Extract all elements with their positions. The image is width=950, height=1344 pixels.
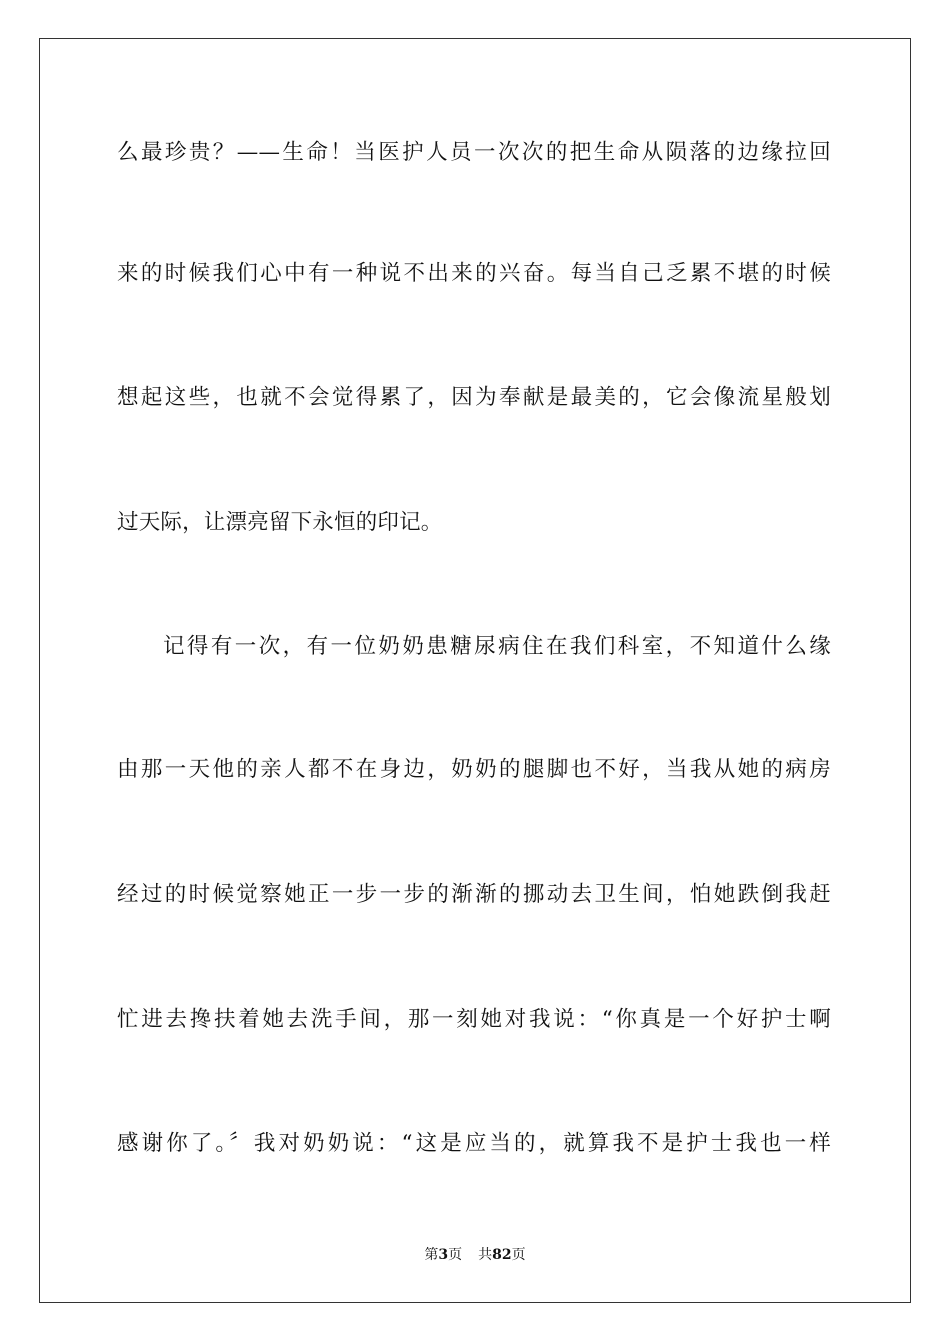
page-number: 3 [438,1247,449,1263]
text-line: 来的时候我们心中有一种说不出来的兴奋。每当自己乏累不堪的时候 [117,261,831,286]
total-pages: 82 [492,1247,512,1263]
text-line: 想起这些，也就不会觉得累了，因为奉献是最美的，它会像流星般划 [117,385,831,410]
text-line: 感谢你了。〞我对奶奶说：“这是应当的，就算我不是护士我也一样 [117,1131,831,1156]
text-line: 经过的时候觉察她正一步一步的渐渐的挪动去卫生间，怕她跌倒我赶 [117,882,831,907]
page-footer [0,1246,950,1264]
text-line: 记得有一次，有一位奶奶患糖尿病住在我们科室，不知道什么缘 [163,634,831,659]
total-suffix: 页 [511,1247,526,1263]
text-line: 忙进去搀扶着她去洗手间，那一刻她对我说：“你真是一个好护士啊 [117,1007,831,1032]
text-line: 过天际，让漂亮留下永恒的印记。 [117,510,443,535]
text-line: 么最珍贵？——生命！当医护人员一次次的把生命从陨落的边缘拉回 [117,140,831,165]
text-line: 由那一天他的亲人都不在身边，奶奶的腿脚也不好，当我从她的病房 [117,757,831,782]
page-border [39,38,911,1303]
page-prefix: 第 [424,1247,439,1263]
page-suffix: 页 [448,1247,463,1263]
total-prefix: 共 [478,1247,493,1263]
